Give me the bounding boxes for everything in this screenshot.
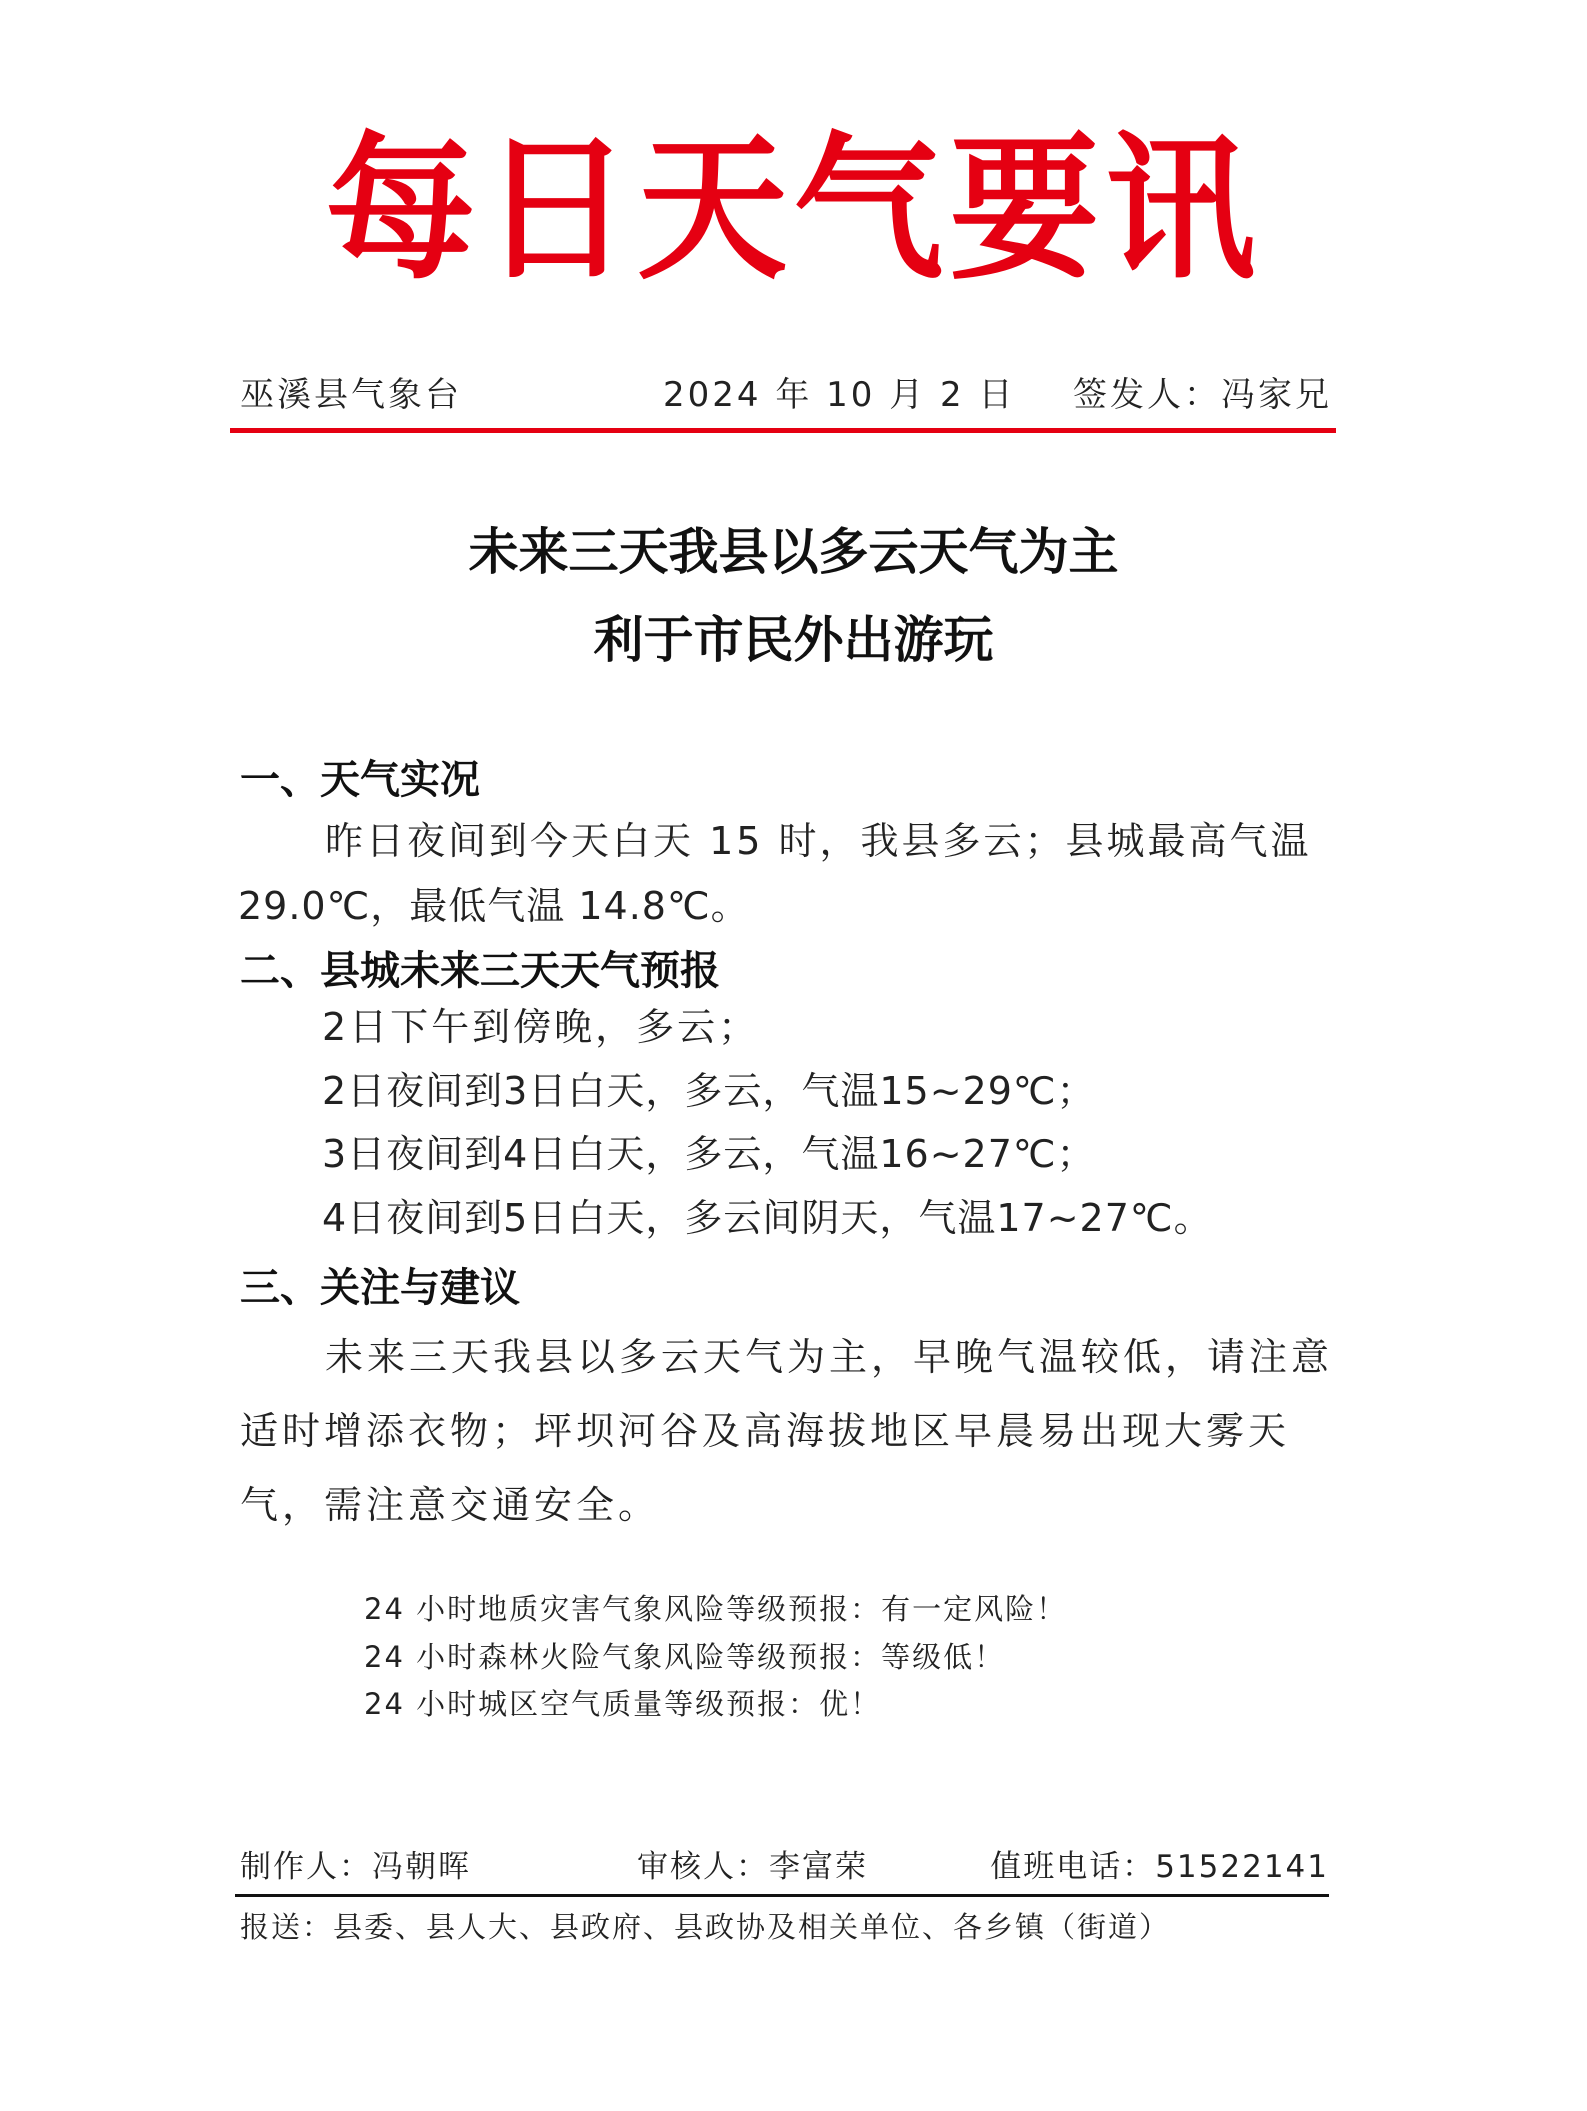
- risk-geologic: 24 小时地质灾害气象风险等级预报：有一定风险！: [364, 1592, 1068, 1626]
- current-line-2: 29.0℃，最低气温 14.8℃。: [238, 884, 750, 928]
- distribution-list: 报送：县委、县人大、县政府、县政协及相关单位、各乡镇（街道）: [240, 1910, 1171, 1944]
- footer-divider: [235, 1894, 1329, 1897]
- current-line-1: 昨日夜间到今天白天 15 时，我县多云；县城最高气温: [325, 819, 1312, 863]
- forecast-line-1: 2日下午到傍晚，多云；: [322, 1005, 760, 1049]
- section-heading-current: 一、天气实况: [240, 756, 480, 803]
- risk-forest-fire: 24 小时森林火险气象风险等级预报：等级低！: [364, 1640, 1006, 1674]
- red-divider: [230, 428, 1336, 433]
- section-heading-forecast: 二、县城未来三天天气预报: [240, 947, 720, 994]
- masthead-title: 每日天气要讯: [325, 118, 1262, 302]
- signer: 签发人：冯家兄: [1073, 375, 1332, 415]
- forecast-line-2: 2日夜间到3日白天，多云，气温15~29℃；: [322, 1069, 1096, 1113]
- headline-line-1: 未来三天我县以多云天气为主: [468, 522, 1119, 581]
- forecast-line-4: 4日夜间到5日白天，多云间阴天，气温17~27℃。: [322, 1196, 1213, 1240]
- advice-line-2: 适时增添衣物；坪坝河谷及高海拔地区早晨易出现大雾天: [240, 1409, 1291, 1453]
- reviewer: 审核人：李富荣: [637, 1849, 868, 1885]
- headline-line-2: 利于市民外出游玩: [593, 610, 994, 669]
- forecast-line-3: 3日夜间到4日白天，多云，气温16~27℃；: [322, 1132, 1096, 1176]
- advice-line-3: 气，需注意交通安全。: [240, 1483, 661, 1527]
- issue-date: 2024 年 10 月 2 日: [663, 375, 1016, 415]
- advice-line-1: 未来三天我县以多云天气为主，早晚气温较低，请注意: [325, 1335, 1334, 1379]
- risk-air-quality: 24 小时城区空气质量等级预报：优！: [364, 1687, 882, 1721]
- issuer-name: 巫溪县气象台: [240, 375, 462, 415]
- producer: 制作人：冯朝晖: [240, 1849, 471, 1885]
- duty-phone: 值班电话：51522141: [990, 1849, 1329, 1885]
- section-heading-advice: 三、关注与建议: [240, 1264, 520, 1311]
